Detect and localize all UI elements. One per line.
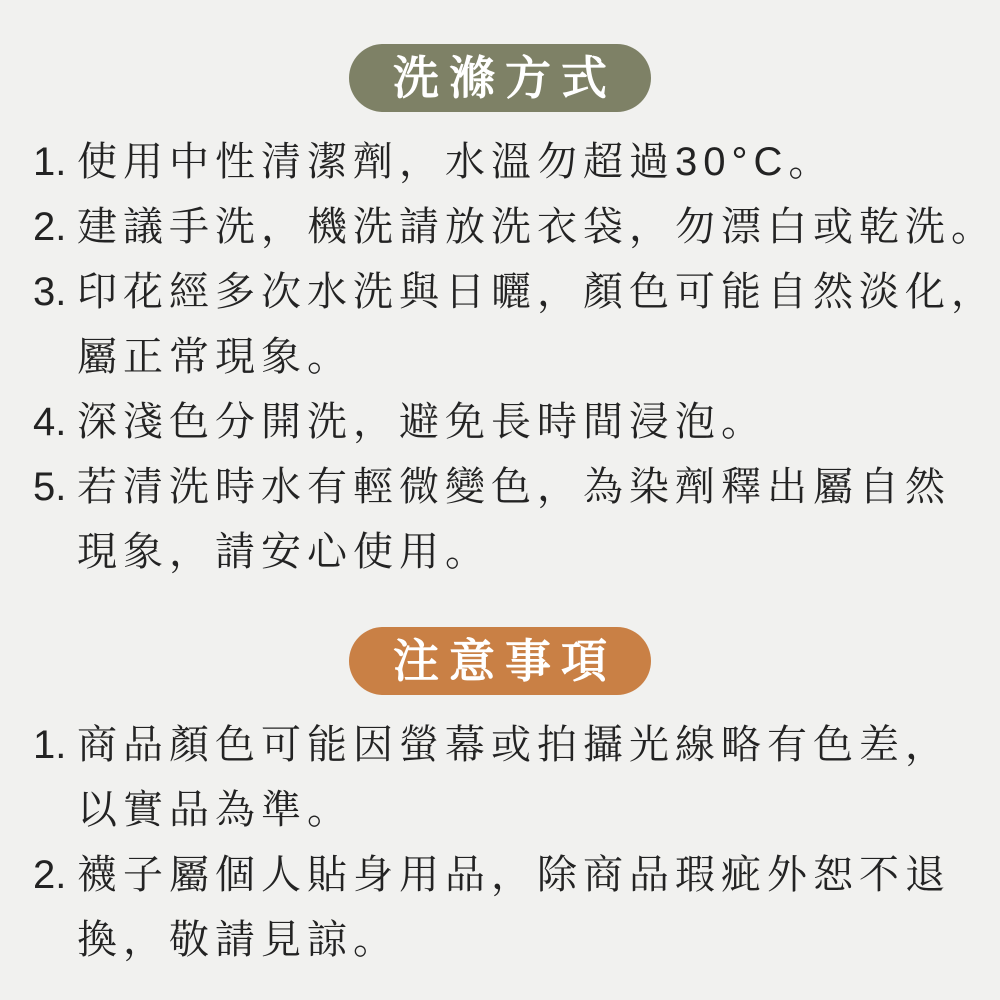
item-text bbox=[77, 390, 990, 455]
item-text-line: 使用中性清潔劑，水溫勿超過30°C。 bbox=[77, 140, 835, 184]
item-text-line: 現象，請安心使用。 bbox=[77, 530, 491, 574]
item-text-line: 商品顏色可能因螢幕或拍攝光線略有色差， bbox=[77, 723, 951, 767]
section-washing-instructions bbox=[0, 44, 1000, 585]
item-number: 1. bbox=[33, 140, 67, 184]
item-number: 2. bbox=[33, 853, 67, 897]
item-number: 3. bbox=[33, 270, 67, 314]
item-number: 2. bbox=[33, 205, 67, 249]
item-number: 4. bbox=[33, 400, 67, 444]
item-text-line: 換，敬請見諒。 bbox=[77, 918, 399, 962]
washing-instructions-badge-label: 洗滌方式 bbox=[393, 52, 617, 104]
list-item bbox=[33, 843, 990, 973]
item-text-line: 襪子屬個人貼身用品，除商品瑕疵外恕不退 bbox=[77, 853, 951, 897]
item-number: 1. bbox=[33, 723, 67, 767]
list-item bbox=[33, 130, 990, 195]
list-item bbox=[33, 260, 997, 390]
list-item bbox=[33, 713, 990, 843]
item-text bbox=[77, 843, 990, 973]
item-text bbox=[77, 130, 990, 195]
item-number: 5. bbox=[33, 465, 67, 509]
item-text-line: 深淺色分開洗，避免長時間浸泡。 bbox=[77, 400, 767, 444]
washing-instructions-list bbox=[0, 130, 1000, 585]
item-text bbox=[77, 260, 997, 390]
item-text bbox=[77, 455, 990, 585]
notice-list bbox=[0, 713, 1000, 973]
list-item bbox=[33, 195, 997, 260]
notice-badge bbox=[349, 627, 651, 695]
washing-instructions-badge bbox=[349, 44, 651, 112]
list-item bbox=[33, 455, 990, 585]
item-text bbox=[77, 195, 997, 260]
item-text-line: 以實品為準。 bbox=[77, 788, 353, 832]
list-item bbox=[33, 390, 990, 455]
item-text-line: 若清洗時水有輕微變色，為染劑釋出屬自然 bbox=[77, 465, 951, 509]
item-text-line: 屬正常現象。 bbox=[77, 335, 353, 379]
item-text-line: 建議手洗，機洗請放洗衣袋，勿漂白或乾洗。 bbox=[77, 205, 997, 249]
section-notice bbox=[0, 627, 1000, 973]
notice-badge-label: 注意事項 bbox=[393, 635, 617, 687]
item-text bbox=[77, 713, 990, 843]
item-text-line: 印花經多次水洗與日曬，顏色可能自然淡化， bbox=[77, 270, 997, 314]
